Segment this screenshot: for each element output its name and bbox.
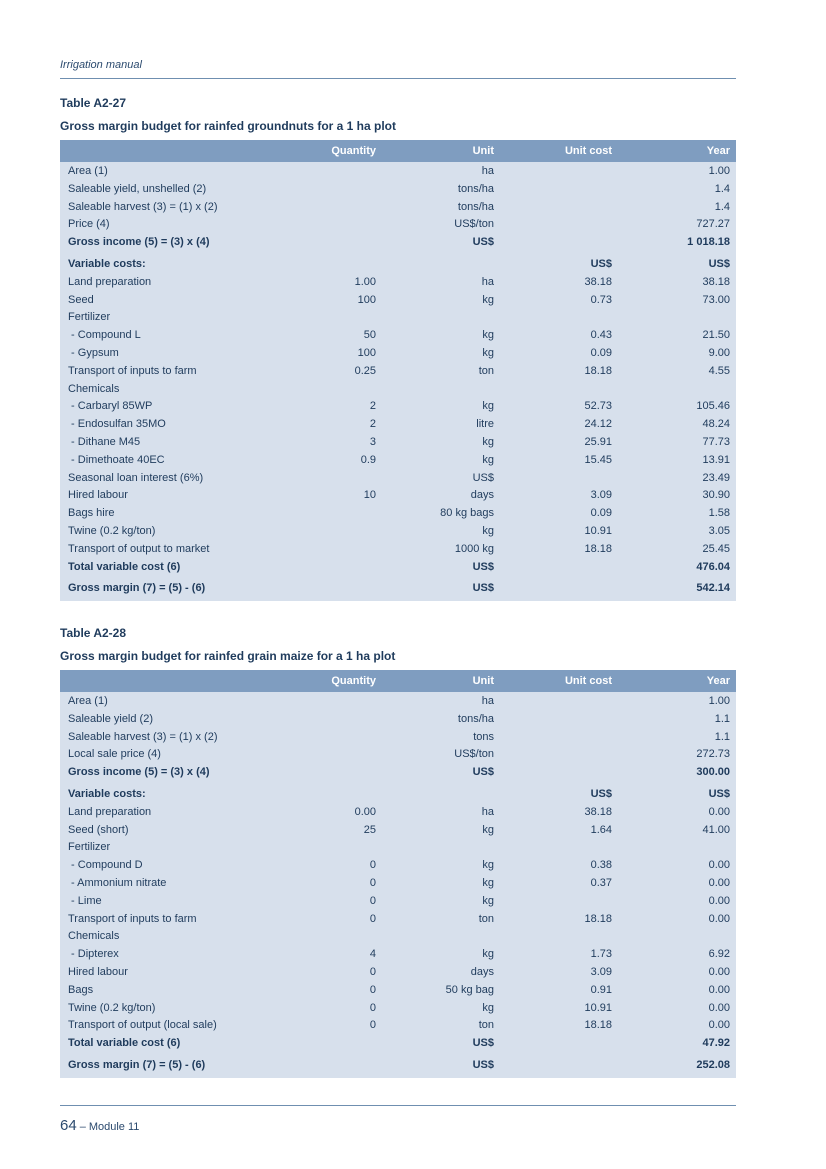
cell-year: 73.00 [702,293,730,306]
cell-quantity [286,309,376,327]
cell-quantity: 50 [363,329,376,342]
cell-unit: days [470,965,494,978]
table-a2-28 [60,624,736,1078]
cell-unit: US$ [472,1037,494,1050]
table-header-row [60,140,736,162]
header-unit-cost: Unit cost [564,675,612,687]
cell-unit: kg [482,876,494,889]
cell-unit-cost [494,839,612,857]
cell-quantity [286,764,376,782]
cell-unit-cost: 3.09 [590,965,612,978]
cell-year: 1.4 [714,200,730,213]
table-row [60,822,736,840]
cell-description: - Dithane M45 [68,435,141,448]
table-row [60,523,736,541]
cell-unit-cost: 0.09 [590,507,612,520]
cell-quantity [286,928,376,946]
cell-unit-cost: 18.18 [584,542,612,555]
table-row [60,946,736,964]
cell-unit: 1000 kg [454,542,494,555]
cell-description: Fertilizer [68,311,111,324]
table-row [60,398,736,416]
cell-quantity [286,470,376,488]
header-quantity: Quantity [331,145,376,157]
cell-year: US$ [708,787,730,800]
cell-year: 48.24 [702,418,730,431]
cell-unit: kg [482,293,494,306]
cell-unit: tons/ha [457,712,494,725]
cell-unit: tons/ha [457,182,494,195]
cell-quantity: 100 [357,293,376,306]
cell-quantity: 0 [369,859,376,872]
cell-unit-cost [494,711,612,729]
cell-description: Land preparation [68,805,152,818]
cell-quantity [286,163,376,181]
cell-unit: US$/ton [454,748,494,761]
cell-description: Transport of inputs to farm [68,364,197,377]
table-row [60,452,736,470]
budget-table [60,140,736,601]
header-quantity: Quantity [331,675,376,687]
cell-quantity [286,746,376,764]
table-row [60,1017,736,1035]
cell-unit-cost: 24.12 [584,418,612,431]
cell-year: 1.1 [714,730,730,743]
cell-year: 0.00 [708,859,730,872]
cell-description: Fertilizer [68,841,111,854]
table-row [60,1000,736,1018]
table-row [60,982,736,1000]
budget-table [60,670,736,1078]
cell-year: 38.18 [702,275,730,288]
header-year: Year [706,675,730,687]
cell-year: 476.04 [696,560,730,573]
table-row [60,199,736,217]
cell-quantity: 4 [369,948,376,961]
cell-unit-cost [494,470,612,488]
header-unit: Unit [472,145,494,157]
cell-quantity [286,216,376,234]
header-unit-cost: Unit cost [564,145,612,157]
cell-unit: kg [482,894,494,907]
table-title: Gross margin budget for rainfed grain maize for a 1 ha plot [60,649,396,663]
cell-year: 300.00 [696,766,730,779]
cell-quantity: 100 [357,346,376,359]
cell-quantity: 0 [369,1019,376,1032]
cell-description: Twine (0.2 kg/ton) [68,1001,156,1014]
cell-unit: 80 kg bags [440,507,494,520]
table-row [60,292,736,310]
cell-unit-cost: 10.91 [584,524,612,537]
cell-year: 6.92 [708,948,730,961]
cell-year [612,381,736,399]
cell-description: - Compound D [68,859,143,872]
cell-quantity [286,559,376,577]
cell-quantity [286,1035,376,1053]
cell-year [612,839,736,857]
cell-description: Seed (short) [68,823,129,836]
cell-description: Area (1) [68,695,108,707]
table-row [60,875,736,893]
table-row [60,505,736,523]
cell-year: 3.05 [708,524,730,537]
cell-unit: kg [482,1001,494,1014]
cell-year: 542.14 [696,582,730,595]
table-row [60,434,736,452]
cell-description: - Gypsum [68,346,119,359]
cell-unit: litre [476,418,494,431]
cell-description: Gross margin (7) = (5) - (6) [68,1058,206,1071]
table-row [60,274,736,292]
cell-unit: US$/ton [454,218,494,231]
cell-description: Saleable yield, unshelled (2) [68,182,207,195]
table-row [60,327,736,345]
cell-description: Saleable yield (2) [68,712,153,725]
cell-year: 0.00 [708,894,730,907]
cell-description: - Dipterex [68,948,119,961]
cell-unit-cost: US$ [590,257,612,270]
cell-year: 21.50 [702,329,730,342]
cell-unit: days [470,489,494,502]
cell-unit: US$ [472,582,494,595]
footer-separator: – [79,1121,86,1133]
cell-description: Total variable cost (6) [68,560,181,573]
cell-year: 47.92 [702,1037,730,1050]
cell-unit-cost: 0.09 [590,346,612,359]
cell-unit-cost: 0.37 [590,876,612,889]
cell-description: - Dimethoate 40EC [68,453,165,466]
cell-description: Variable costs: [68,257,146,270]
cell-description: Price (4) [68,218,110,231]
cell-quantity: 10 [363,489,376,502]
cell-description: Gross margin (7) = (5) - (6) [68,582,206,595]
cell-unit-cost [494,381,612,399]
cell-unit-cost [494,729,612,747]
cell-year: 0.00 [708,805,730,818]
cell-unit: kg [482,823,494,836]
table-a2-27 [60,94,736,601]
cell-quantity [286,505,376,523]
cell-unit-cost [494,580,612,598]
table-row [60,541,736,559]
cell-unit [376,309,494,327]
cell-unit: tons [473,730,494,743]
page-footer [60,1117,139,1135]
cell-quantity: 3 [369,435,376,448]
table-row [60,857,736,875]
table-row [60,786,736,804]
cell-description: Land preparation [68,275,152,288]
cell-year: 1.1 [714,712,730,725]
cell-year: 0.00 [708,983,730,996]
cell-unit-cost: 15.45 [584,453,612,466]
cell-quantity [286,234,376,252]
cell-quantity: 0 [369,912,376,925]
cell-quantity [286,786,376,804]
cell-quantity [286,729,376,747]
table-row [60,804,736,822]
cell-description: - Compound L [68,329,141,342]
table-row [60,256,736,274]
cell-description: Transport of output (local sale) [68,1019,217,1032]
cell-description: Transport of inputs to farm [68,912,197,925]
table-row [60,764,736,782]
cell-description: Saleable harvest (3) = (1) x (2) [68,730,218,743]
table-label: Table A2-27 [60,96,127,110]
cell-unit: kg [482,346,494,359]
cell-unit: kg [482,859,494,872]
page-number: 64 [60,1117,77,1134]
header-rule [60,78,736,79]
cell-quantity: 0 [369,1001,376,1014]
header-unit: Unit [472,675,494,687]
cell-quantity: 0.25 [354,364,376,377]
cell-quantity: 1.00 [354,275,376,288]
cell-unit: 50 kg bag [445,983,494,996]
cell-description: Gross income (5) = (3) x (4) [68,236,210,249]
cell-year: 23.49 [702,471,730,484]
cell-quantity: 2 [369,418,376,431]
cell-unit: tons/ha [457,200,494,213]
cell-quantity [286,256,376,274]
table-row [60,580,736,598]
cell-unit-cost [494,1035,612,1053]
cell-description: Hired labour [68,489,128,502]
cell-unit: ton [478,364,494,377]
table-row [60,964,736,982]
cell-unit: kg [482,948,494,961]
module-name: Module 11 [88,1121,140,1133]
cell-description: Chemicals [68,382,120,395]
cell-quantity [286,523,376,541]
cell-quantity: 0 [369,894,376,907]
cell-unit-cost: 25.91 [584,435,612,448]
table-header-row [60,670,736,692]
cell-year: 0.00 [708,876,730,889]
table-row [60,559,736,577]
cell-unit-cost: 0.73 [590,293,612,306]
cell-unit-cost: 18.18 [584,364,612,377]
cell-year: 0.00 [708,1001,730,1014]
cell-year: 727.27 [696,218,730,231]
cell-unit: ha [481,805,494,818]
cell-year: 272.73 [696,748,730,761]
cell-unit [376,256,494,274]
cell-unit-cost: 52.73 [584,400,612,413]
cell-description: Gross income (5) = (3) x (4) [68,766,210,779]
cell-year: 30.90 [702,489,730,502]
cell-quantity: 0 [369,876,376,889]
table-row [60,363,736,381]
cell-quantity [286,711,376,729]
cell-description: Area (1) [68,165,108,177]
cell-description: Chemicals [68,930,120,943]
cell-year: 1 018.18 [687,236,730,249]
table-row [60,345,736,363]
cell-unit-cost: 1.64 [590,823,612,836]
cell-year: 9.00 [708,346,730,359]
cell-description: Saleable harvest (3) = (1) x (2) [68,200,218,213]
cell-unit: ha [481,165,494,177]
cell-year: 1.00 [708,165,730,177]
cell-unit-cost [494,199,612,217]
cell-quantity: 0.9 [360,453,376,466]
cell-unit: US$ [472,236,494,249]
cell-unit: ha [481,275,494,288]
cell-quantity: 0 [369,983,376,996]
table-row [60,381,736,399]
header-year: Year [706,145,730,157]
cell-unit-cost [494,746,612,764]
cell-unit-cost [494,559,612,577]
cell-unit: ton [478,912,494,925]
table-row [60,911,736,929]
cell-unit: kg [482,453,494,466]
cell-year [612,928,736,946]
cell-description: Bags [68,983,94,996]
cell-unit-cost [494,893,612,911]
cell-description: Variable costs: [68,787,146,800]
table-row [60,487,736,505]
table-row [60,1057,736,1075]
table-body [60,693,736,1075]
cell-quantity [286,580,376,598]
table-body [60,163,736,598]
cell-unit: US$ [472,766,494,779]
cell-description: Twine (0.2 kg/ton) [68,524,156,537]
table-row [60,711,736,729]
cell-description: - Ammonium nitrate [68,876,167,889]
cell-year: 1.58 [708,507,730,520]
cell-unit: US$ [472,560,494,573]
cell-quantity [286,181,376,199]
cell-unit: ha [481,695,494,707]
header-description [60,670,286,692]
cell-unit-cost: 38.18 [584,805,612,818]
cell-description: Seasonal loan interest (6%) [68,471,204,484]
cell-unit: kg [482,400,494,413]
cell-unit-cost [494,309,612,327]
table-label: Table A2-28 [60,626,127,640]
cell-description: - Lime [68,894,102,907]
cell-unit [376,381,494,399]
table-row [60,746,736,764]
cell-quantity [286,199,376,217]
cell-unit-cost: 0.38 [590,859,612,872]
cell-unit-cost: 10.91 [584,1001,612,1014]
cell-unit: US$ [472,471,494,484]
cell-unit: US$ [472,1058,494,1071]
table-row [60,893,736,911]
cell-quantity [286,1057,376,1075]
cell-year: 41.00 [702,823,730,836]
table-title: Gross margin budget for rainfed groundnuts for a 1 ha plot [60,119,397,133]
table-row [60,181,736,199]
footer-rule [60,1105,736,1106]
cell-year: 1.4 [714,182,730,195]
cell-unit-cost [494,928,612,946]
cell-year: 0.00 [708,1019,730,1032]
cell-unit-cost: 18.18 [584,1019,612,1032]
cell-quantity [286,541,376,559]
cell-unit-cost [494,234,612,252]
cell-year: US$ [708,257,730,270]
table-row [60,216,736,234]
cell-year: 4.55 [708,364,730,377]
cell-unit-cost: 0.91 [590,983,612,996]
cell-description: Total variable cost (6) [68,1037,181,1050]
table-row [60,470,736,488]
cell-quantity [286,693,376,711]
cell-quantity: 0.00 [354,805,376,818]
table-row [60,693,736,711]
cell-description: - Endosulfan 35MO [68,418,166,431]
cell-unit-cost: 1.73 [590,948,612,961]
cell-description: Bags hire [68,507,115,520]
table-row [60,839,736,857]
cell-unit-cost [494,216,612,234]
cell-unit-cost [494,693,612,711]
table-row [60,163,736,181]
running-head: Irrigation manual [60,59,142,71]
cell-unit: kg [482,524,494,537]
cell-unit-cost [494,181,612,199]
table-row [60,416,736,434]
cell-unit [376,928,494,946]
cell-quantity: 2 [369,400,376,413]
cell-year: 105.46 [696,400,730,413]
table-row [60,729,736,747]
cell-unit-cost: 38.18 [584,275,612,288]
table-row [60,309,736,327]
cell-year: 0.00 [708,965,730,978]
cell-unit: ton [478,1019,494,1032]
cell-unit: kg [482,329,494,342]
cell-year: 1.00 [708,695,730,707]
cell-description: Hired labour [68,965,128,978]
cell-year: 0.00 [708,912,730,925]
cell-unit: kg [482,435,494,448]
cell-year: 25.45 [702,542,730,555]
cell-unit [376,786,494,804]
cell-unit-cost: US$ [590,787,612,800]
cell-unit [376,839,494,857]
cell-unit-cost [494,764,612,782]
table-row [60,1035,736,1053]
cell-year: 77.73 [702,435,730,448]
cell-year: 13.91 [702,453,730,466]
cell-unit-cost [494,163,612,181]
cell-description: Local sale price (4) [68,748,161,761]
cell-quantity [286,381,376,399]
cell-unit-cost: 3.09 [590,489,612,502]
cell-quantity: 25 [363,823,376,836]
table-row [60,234,736,252]
cell-unit-cost: 18.18 [584,912,612,925]
cell-unit-cost: 0.43 [590,329,612,342]
cell-unit-cost [494,1057,612,1075]
cell-quantity [286,839,376,857]
cell-description: Transport of output to market [68,542,210,555]
header-description [60,140,286,162]
cell-description: Seed [68,293,94,306]
cell-description: - Carbaryl 85WP [68,400,153,413]
cell-year [612,309,736,327]
cell-quantity: 0 [369,965,376,978]
table-row [60,928,736,946]
cell-year: 252.08 [696,1058,730,1071]
